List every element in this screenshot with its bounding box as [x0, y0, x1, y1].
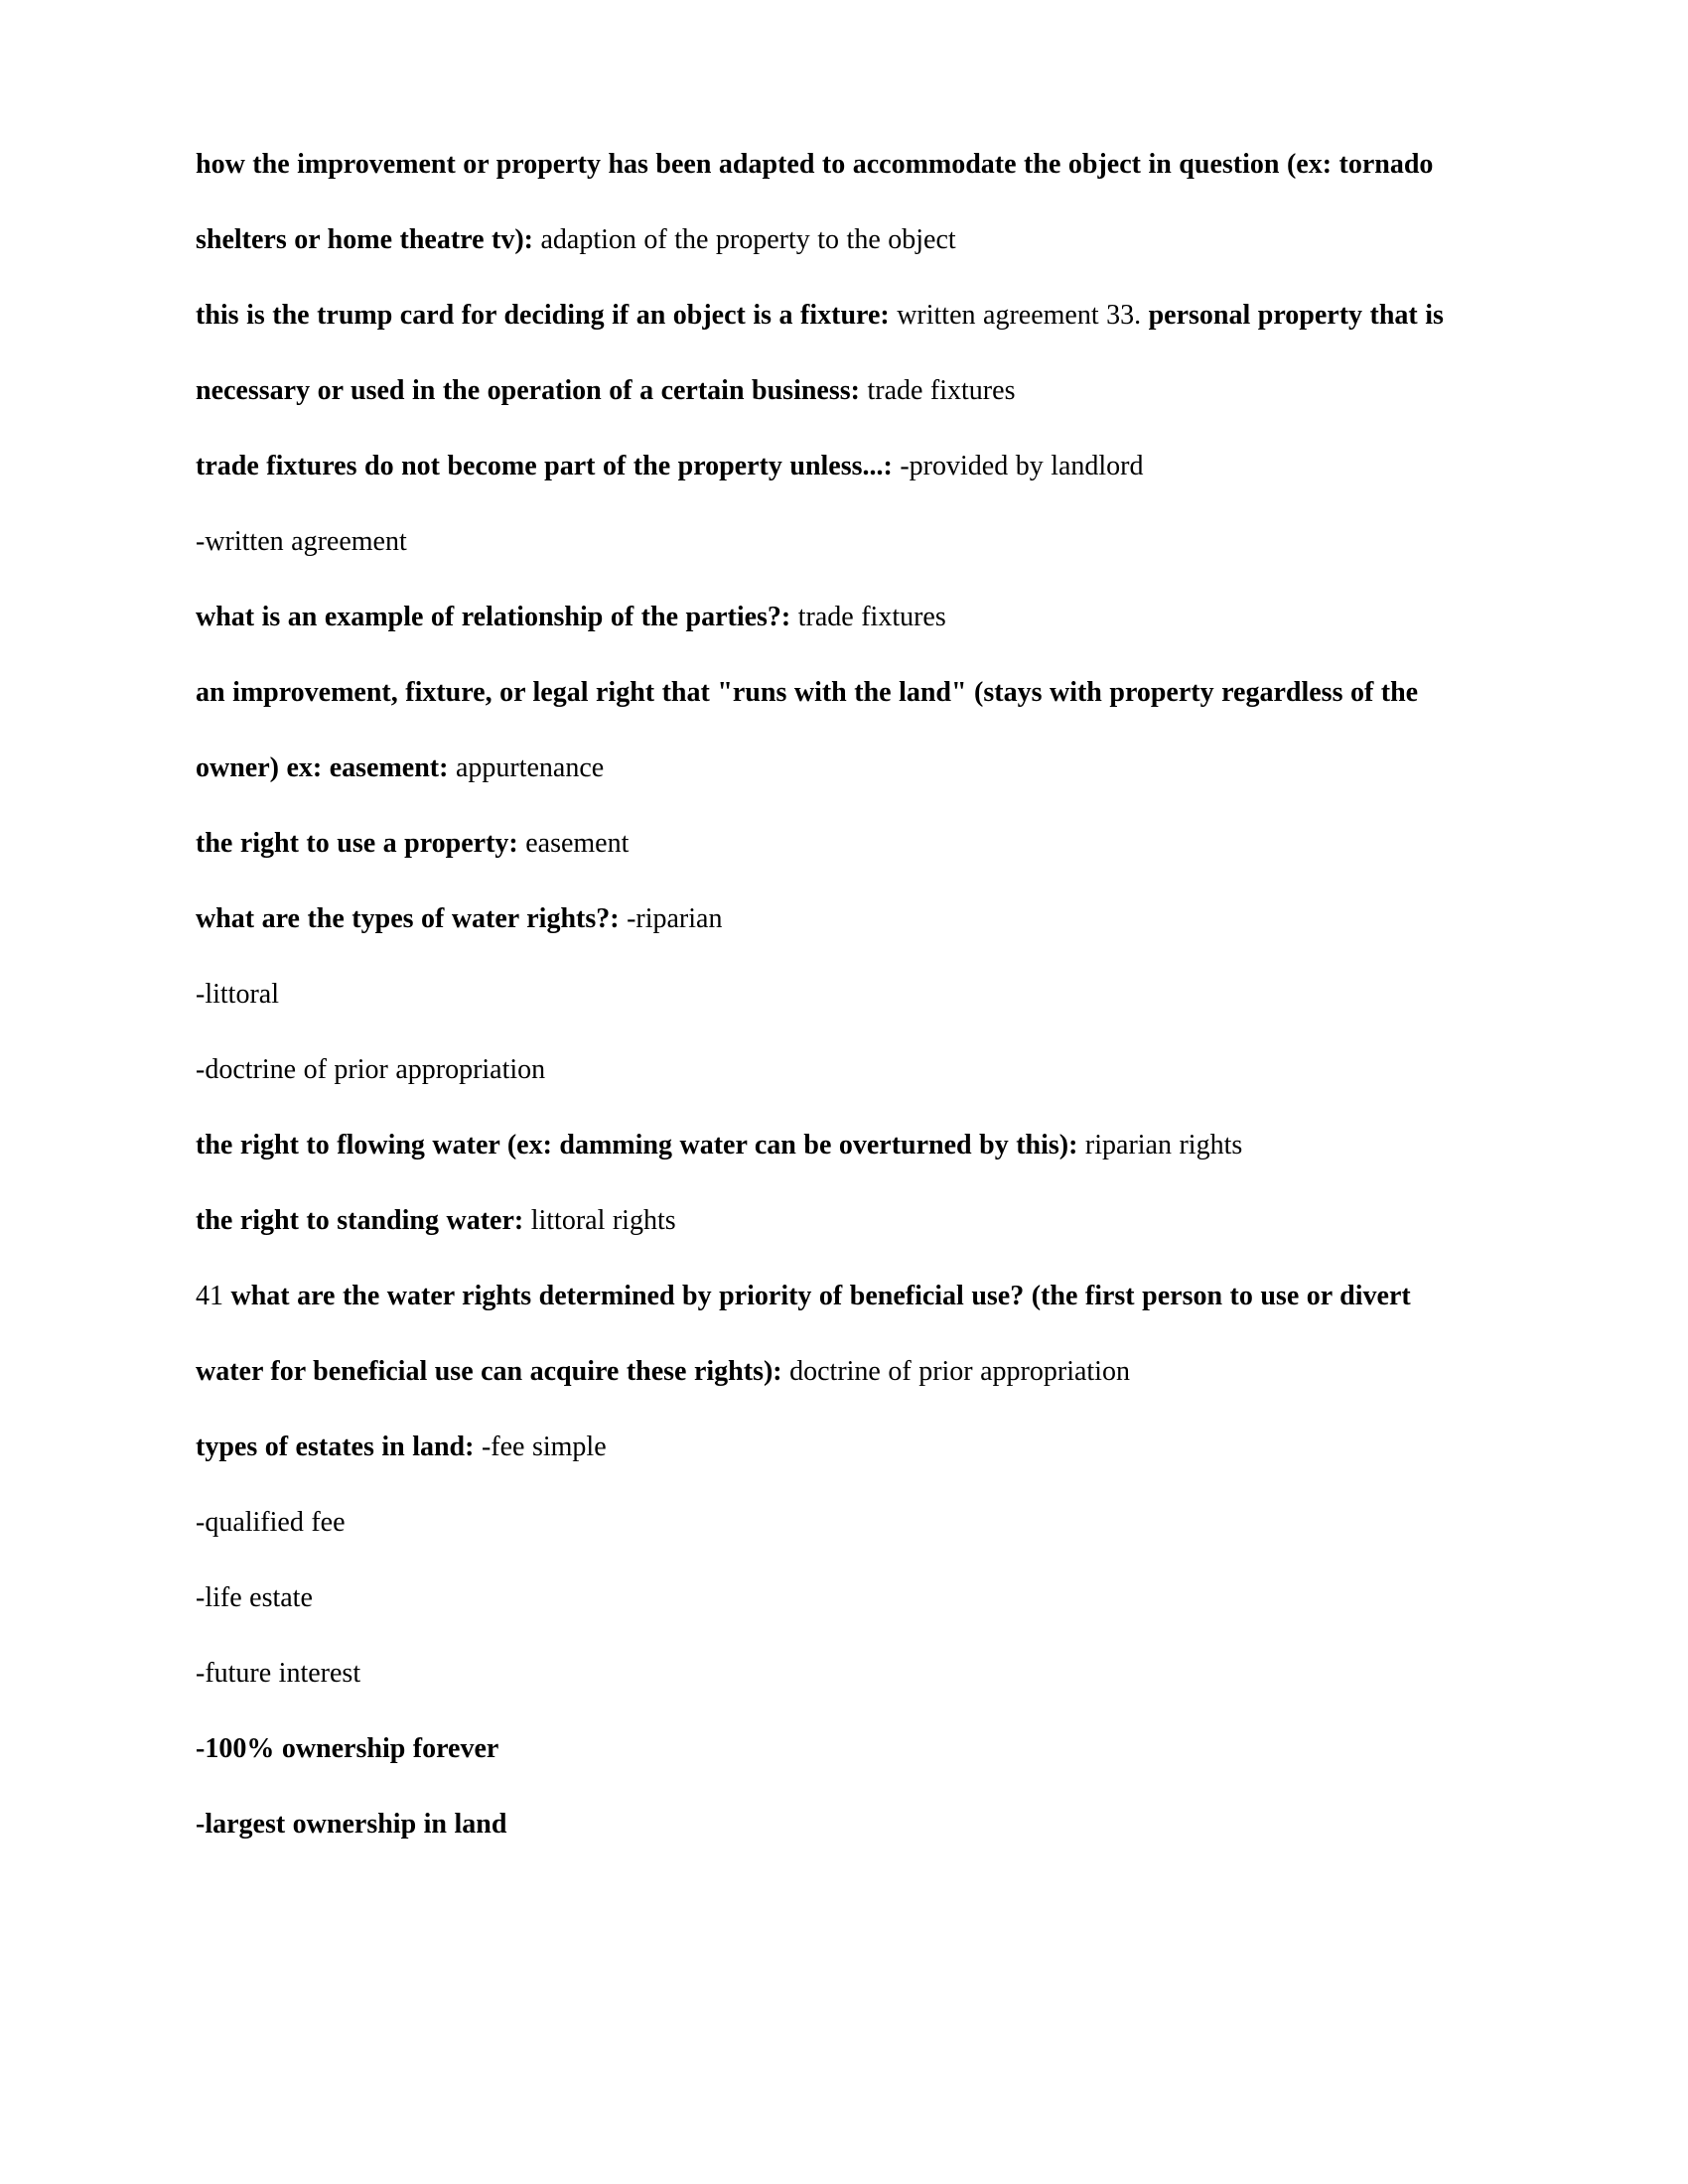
text-paragraph	[196, 1410, 1481, 1485]
definition-text: -provided by landlord	[892, 451, 1144, 481]
text-paragraph	[196, 1032, 1481, 1108]
definition-text: easement	[517, 828, 630, 859]
term-text: trade fixtures do not become part of the property unless...:	[196, 451, 893, 481]
text-paragraph	[196, 1787, 1481, 1862]
text-paragraph	[196, 957, 1481, 1032]
text-paragraph	[196, 1711, 1481, 1787]
text-paragraph	[196, 1108, 1481, 1183]
text-paragraph	[196, 1259, 1481, 1410]
term-text: the right to standing water:	[196, 1205, 524, 1236]
term-text: how the improvement or property has been adapted to accommodate the object in question (ex: tornado shelters or home theatre tv):	[196, 149, 1434, 255]
text-paragraph	[196, 1636, 1481, 1711]
text-paragraph	[196, 1183, 1481, 1259]
term-text: what is an example of relationship of the parties?:	[196, 602, 791, 632]
term-text: -largest ownership in land	[196, 1809, 507, 1840]
text-paragraph	[196, 806, 1481, 882]
text-paragraph	[196, 504, 1481, 580]
text-paragraph	[196, 655, 1481, 806]
term-text: -100% ownership forever	[196, 1733, 499, 1764]
definition-text: -doctrine of prior appropriation	[196, 1054, 546, 1085]
definition-text: trade fixtures	[790, 602, 946, 632]
term-text: the right to use a property:	[196, 828, 518, 859]
definition-text: -written agreement	[196, 526, 407, 557]
definition-text: appurtenance	[448, 752, 605, 783]
definition-text: trade fixtures	[859, 375, 1016, 406]
definition-text: riparian rights	[1077, 1130, 1243, 1160]
definition-text: -fee simple	[474, 1432, 607, 1462]
text-paragraph	[196, 882, 1481, 957]
term-text: the right to flowing water (ex: damming water can be overturned by this):	[196, 1130, 1078, 1160]
definition-text: doctrine of prior appropriation	[781, 1356, 1130, 1387]
definition-text: -future interest	[196, 1658, 361, 1689]
term-text: this is the trump card for deciding if an object is a fixture:	[196, 300, 890, 331]
definition-text: -riparian	[619, 903, 723, 934]
term-text: what are the types of water rights?:	[196, 903, 620, 934]
text-paragraph	[196, 278, 1481, 429]
definition-text: -qualified fee	[196, 1507, 346, 1538]
term-text: types of estates in land:	[196, 1432, 475, 1462]
term-text: personal property that is necessary or used in the operation of a certain business:	[196, 300, 1444, 406]
document-body	[196, 127, 1481, 1862]
definition-text: adaption of the property to the object	[532, 224, 956, 255]
definition-text: written agreement 33.	[889, 300, 1149, 331]
definition-text: littoral rights	[523, 1205, 676, 1236]
definition-text: 41	[196, 1281, 231, 1311]
text-paragraph	[196, 580, 1481, 655]
text-paragraph	[196, 1485, 1481, 1561]
definition-text: -life estate	[196, 1582, 313, 1613]
text-paragraph	[196, 127, 1481, 278]
term-text: what are the water rights determined by priority of beneficial use? (the first person to use or divert water for beneficial use can acquire these rights):	[196, 1281, 1411, 1387]
text-paragraph	[196, 1561, 1481, 1636]
term-text: an improvement, fixture, or legal right that "runs with the land" (stays with property regardless of the owner) ex: easement:	[196, 677, 1419, 783]
definition-text: -littoral	[196, 979, 279, 1010]
text-paragraph	[196, 429, 1481, 504]
